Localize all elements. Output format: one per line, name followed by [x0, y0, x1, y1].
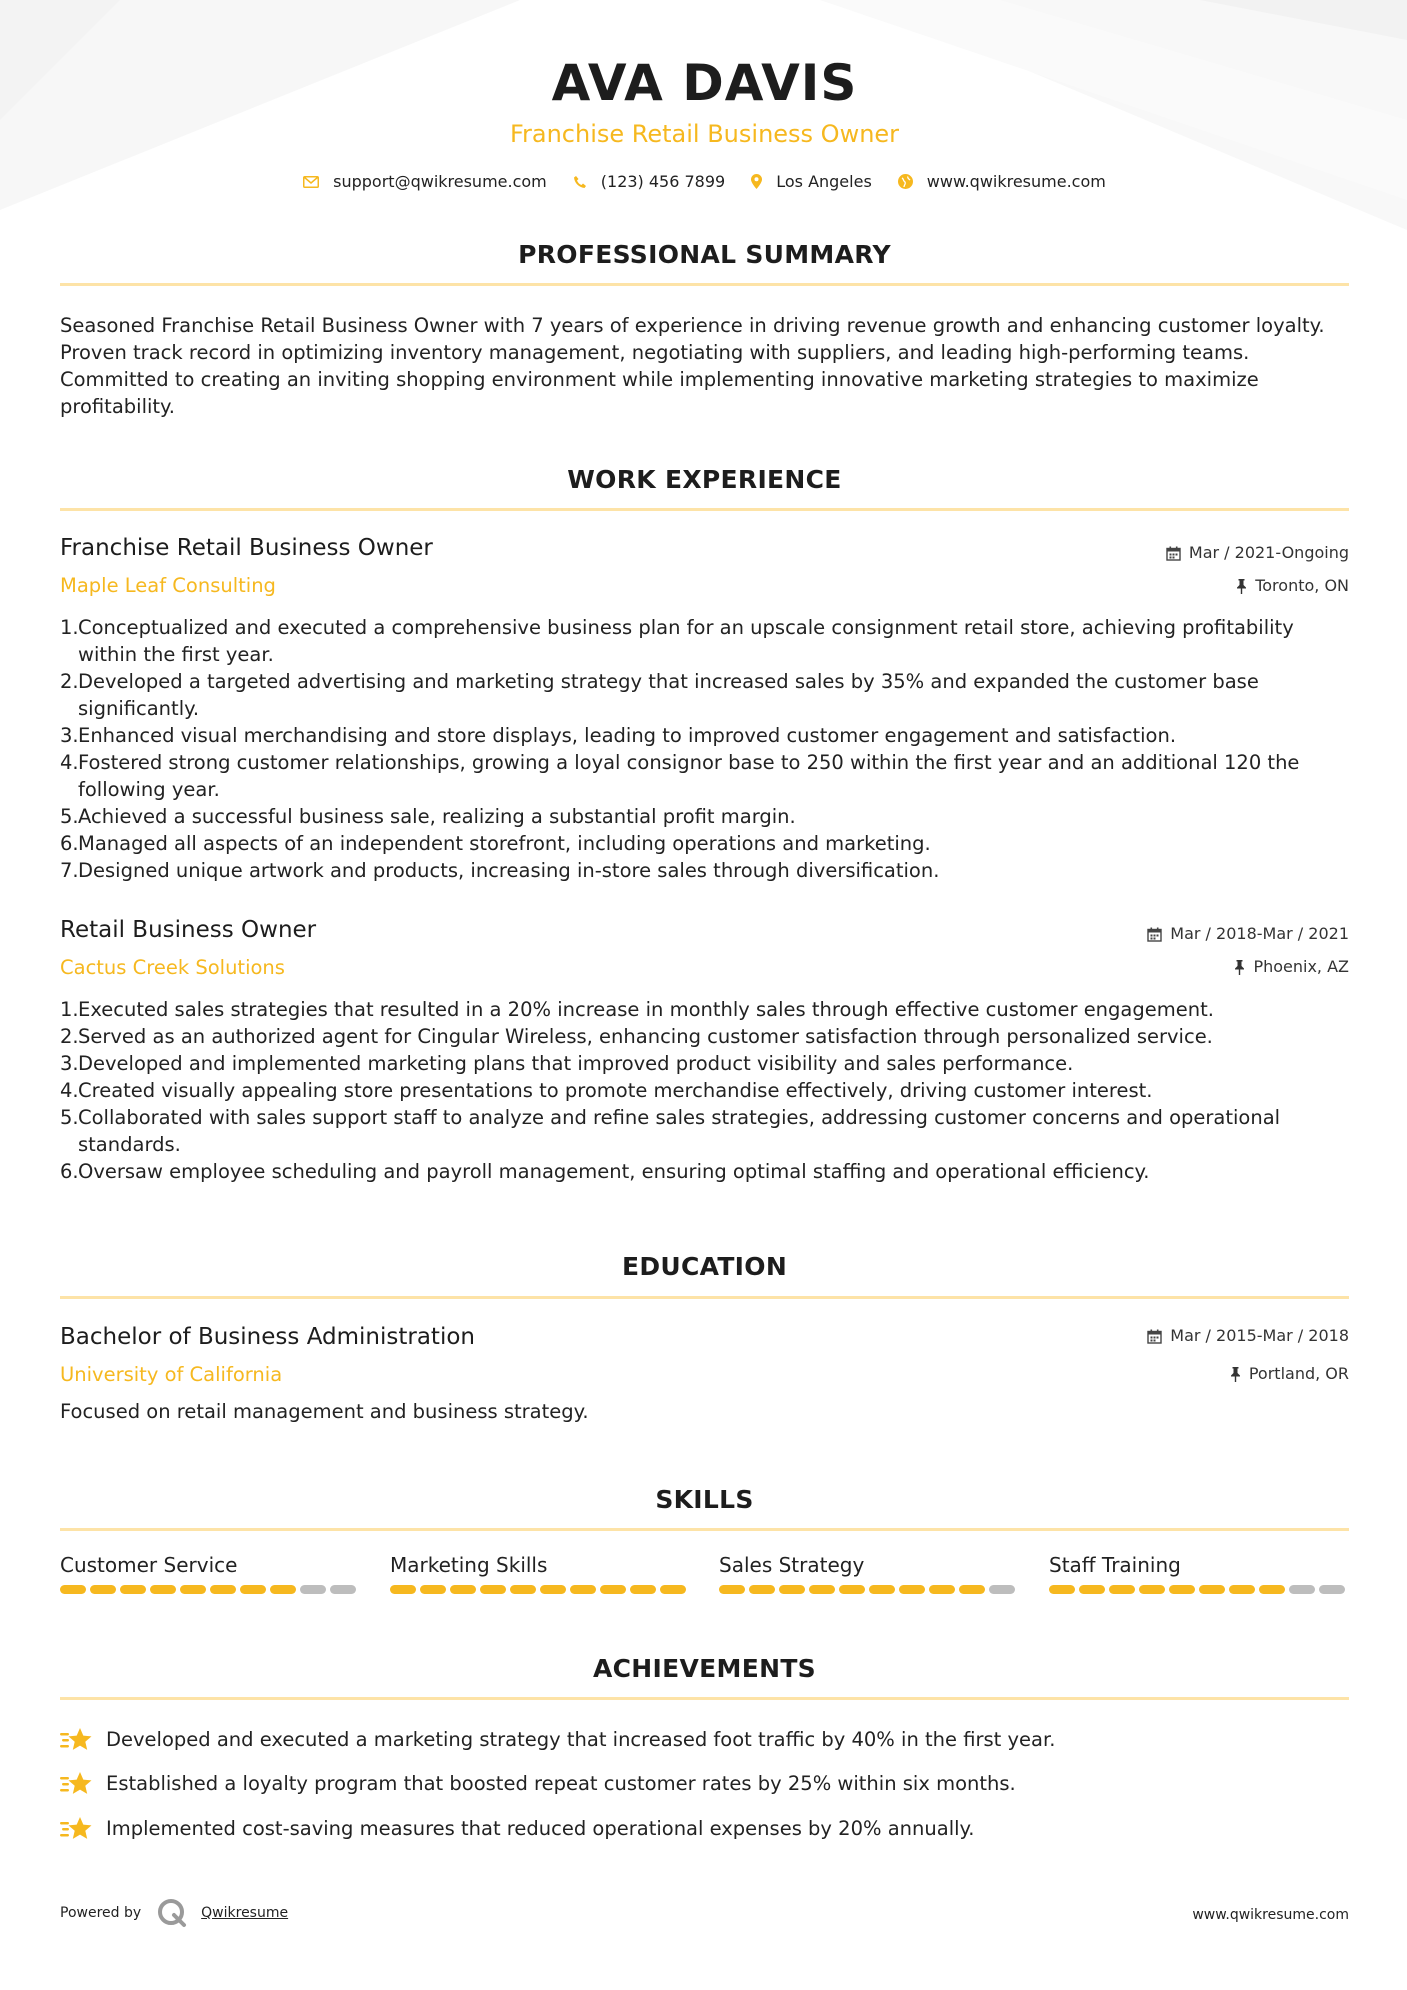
- bullet-text: Designed unique artwork and products, increasing in-store sales through diversification.: [78, 859, 940, 882]
- pushpin-icon: [1234, 960, 1245, 975]
- skill-item: [1049, 1555, 1349, 1594]
- bullet-text: Oversaw employee scheduling and payroll management, ensuring optimal staffing and operational efficiency.: [78, 1160, 1150, 1183]
- shooting-star-icon: [60, 1816, 92, 1842]
- skill-segment-filled: [1199, 1585, 1225, 1594]
- achievement-item: [60, 1771, 1016, 1797]
- bullet-text: Developed a targeted advertising and marketing strategy that increased sales by 35% and expanded the customer base significantly.: [78, 670, 1259, 720]
- skill-segment-filled: [660, 1585, 686, 1594]
- email-text: support@qwikresume.com: [333, 172, 547, 191]
- job-bullets: [60, 996, 1349, 1185]
- contact-website[interactable]: [898, 172, 1106, 191]
- summary-text: Seasoned Franchise Retail Business Owner with 7 years of experience in driving revenue growth and enhancing customer loyalty. Proven track record in optimizing inventory management, negotiating with suppliers, and leading high-performing teams. Committed to creating an inviting shopping environment while implementing innovative marketing strategies to maximize profitability.: [60, 314, 1325, 418]
- summary-heading: PROFESSIONAL SUMMARY: [518, 240, 891, 269]
- skill-segment-filled: [1259, 1585, 1285, 1594]
- bullet-text: Achieved a successful business sale, realizing a substantial profit margin.: [78, 805, 796, 828]
- skill-segment-filled: [1109, 1585, 1135, 1594]
- achievement-text: Implemented cost-saving measures that reduced operational expenses by 20% annually.: [106, 1817, 975, 1841]
- contact-bar: [60, 172, 1349, 191]
- pushpin-icon: [1230, 1367, 1241, 1382]
- list-item: 1. Conceptualized and executed a comprehensive business plan for an upscale consignment retail store, achieving profitability within the first year.: [60, 616, 1294, 666]
- skill-segment-filled: [749, 1585, 775, 1594]
- achievement-item: [60, 1816, 974, 1842]
- skill-segment-filled: [420, 1585, 446, 1594]
- skill-segment-empty: [1319, 1585, 1345, 1594]
- education-heading: EDUCATION: [621, 1252, 788, 1281]
- website-text: www.qwikresume.com: [926, 172, 1106, 191]
- summary-divider: [60, 283, 1349, 286]
- header-background-pattern: [0, 0, 1407, 230]
- list-item: 2. Developed a targeted advertising and marketing strategy that increased sales by 35% and expanded the customer base significantly.: [60, 670, 1259, 720]
- skill-level-bar: [390, 1585, 690, 1594]
- achievements-divider: [60, 1697, 1349, 1700]
- skill-segment-filled: [1169, 1585, 1195, 1594]
- skill-segment-filled: [120, 1585, 146, 1594]
- skill-segment-filled: [809, 1585, 835, 1594]
- bullet-text: Executed sales strategies that resulted in a 20% increase in monthly sales through effective customer engagement.: [78, 998, 1214, 1021]
- achievement-text: Established a loyalty program that boosted repeat customer rates by 25% within six months.: [106, 1772, 1016, 1796]
- skill-segment-empty: [330, 1585, 356, 1594]
- list-item: 5. Achieved a successful business sale, realizing a substantial profit margin.: [60, 805, 796, 828]
- education-date: [1147, 1328, 1349, 1344]
- list-item: 7. Designed unique artwork and products, increasing in-store sales through diversification.: [60, 859, 940, 882]
- skill-item: [719, 1555, 1019, 1594]
- job-title: Franchise Retail Business Owner: [60, 535, 433, 561]
- bullet-text: Collaborated with sales support staff to analyze and refine sales strategies, addressing customer concerns and operational standards.: [78, 1106, 1281, 1156]
- list-item: 2. Served as an authorized agent for Cingular Wireless, enhancing customer satisfaction through personalized service.: [60, 1025, 1213, 1048]
- experience-heading: WORK EXPERIENCE: [567, 465, 842, 494]
- bullet-text: Served as an authorized agent for Cingular Wireless, enhancing customer satisfaction through personalized service.: [78, 1025, 1213, 1048]
- skill-segment-filled: [570, 1585, 596, 1594]
- list-item: 4. Fostered strong customer relationships, growing a loyal consignor base to 250 within the first year and an additional 120 the following year.: [60, 751, 1300, 801]
- powered-by-label: Powered by: [60, 1905, 142, 1921]
- job-location-text: Toronto, ON: [1255, 576, 1349, 595]
- job-date-text: Mar / 2018-Mar / 2021: [1170, 924, 1349, 943]
- phone-text: (123) 456 7899: [600, 172, 726, 191]
- skill-segment-filled: [600, 1585, 626, 1594]
- skill-segment-filled: [180, 1585, 206, 1594]
- achievement-item: [60, 1727, 1055, 1753]
- achievements-heading: ACHIEVEMENTS: [593, 1654, 816, 1683]
- skill-segment-filled: [270, 1585, 296, 1594]
- skill-segment-filled: [899, 1585, 925, 1594]
- skill-segment-filled: [630, 1585, 656, 1594]
- list-item: 4. Created visually appealing store presentations to promote merchandise effectively, driving customer interest.: [60, 1079, 1153, 1102]
- location-text: Los Angeles: [776, 172, 872, 191]
- skill-segment-filled: [60, 1585, 86, 1594]
- skill-segment-filled: [779, 1585, 805, 1594]
- skill-segment-filled: [719, 1585, 745, 1594]
- bullet-text: Enhanced visual merchandising and store displays, leading to improved customer engagement and satisfaction.: [78, 724, 1177, 747]
- skill-segment-filled: [869, 1585, 895, 1594]
- skill-segment-empty: [300, 1585, 326, 1594]
- skill-segment-filled: [839, 1585, 865, 1594]
- shooting-star-icon: [60, 1771, 92, 1797]
- bullet-text: Created visually appealing store presentations to promote merchandise effectively, driving customer interest.: [78, 1079, 1153, 1102]
- skill-segment-filled: [150, 1585, 176, 1594]
- skill-segment-filled: [510, 1585, 536, 1594]
- phone-icon: [573, 175, 587, 189]
- education-location: [1230, 1366, 1349, 1382]
- education-description: Focused on retail management and business strategy.: [60, 1400, 589, 1423]
- globe-icon: [898, 174, 913, 189]
- list-item: 3. Developed and implemented marketing plans that improved product visibility and sales performance.: [60, 1052, 1074, 1075]
- list-item: 1. Executed sales strategies that resulted in a 20% increase in monthly sales through effective customer engagement.: [60, 998, 1214, 1021]
- skill-level-bar: [60, 1585, 360, 1594]
- skill-name: Marketing Skills: [390, 1553, 548, 1577]
- skill-name: Sales Strategy: [719, 1553, 865, 1577]
- calendar-icon: [1166, 546, 1181, 561]
- degree-title: Bachelor of Business Administration: [60, 1324, 475, 1350]
- skill-segment-filled: [90, 1585, 116, 1594]
- skill-segment-filled: [390, 1585, 416, 1594]
- job-date: [1147, 926, 1349, 942]
- skill-item: [60, 1555, 360, 1594]
- footer-powered-by: [60, 1898, 288, 1928]
- education-divider: [60, 1296, 1349, 1299]
- skill-segment-filled: [540, 1585, 566, 1594]
- skill-segment-filled: [1079, 1585, 1105, 1594]
- bullet-text: Conceptualized and executed a comprehensive business plan for an upscale consignment retail store, achieving profitability within the first year.: [78, 616, 1294, 666]
- list-item: 3. Enhanced visual merchandising and store displays, leading to improved customer engagement and satisfaction.: [60, 724, 1177, 747]
- contact-phone[interactable]: [573, 172, 725, 191]
- list-item: 6. Managed all aspects of an independent storefront, including operations and marketing.: [60, 832, 931, 855]
- skill-segment-filled: [450, 1585, 476, 1594]
- bullet-text: Developed and implemented marketing plans that improved product visibility and sales performance.: [78, 1052, 1074, 1075]
- job-date: [1166, 545, 1349, 561]
- job-bullets: [60, 614, 1349, 884]
- job-location: [1236, 578, 1349, 594]
- job-company: Cactus Creek Solutions: [60, 956, 285, 979]
- email-icon: [303, 176, 319, 188]
- skill-segment-filled: [929, 1585, 955, 1594]
- skill-segment-empty: [989, 1585, 1015, 1594]
- contact-email[interactable]: [303, 172, 547, 191]
- candidate-name: AVA DAVIS: [551, 54, 858, 112]
- qwikresume-link[interactable]: Qwikresume: [201, 1905, 289, 1921]
- list-item: 5. Collaborated with sales support staff to analyze and refine sales strategies, addressing customer concerns and operational standards.: [60, 1106, 1281, 1156]
- skill-segment-filled: [1229, 1585, 1255, 1594]
- job-location-text: Phoenix, AZ: [1253, 957, 1349, 976]
- pushpin-icon: [1236, 579, 1247, 594]
- skill-segment-filled: [959, 1585, 985, 1594]
- skill-segment-filled: [480, 1585, 506, 1594]
- skills-heading: SKILLS: [655, 1485, 754, 1514]
- footer-website[interactable]: www.qwikresume.com: [1192, 1907, 1349, 1923]
- skill-segment-empty: [1289, 1585, 1315, 1594]
- achievement-text: Developed and executed a marketing strategy that increased foot traffic by 40% in the first year.: [106, 1728, 1056, 1752]
- experience-divider: [60, 508, 1349, 511]
- list-item: 6. Oversaw employee scheduling and payroll management, ensuring optimal staffing and operational efficiency.: [60, 1160, 1150, 1183]
- skill-segment-filled: [240, 1585, 266, 1594]
- contact-location: [751, 172, 872, 191]
- bullet-text: Fostered strong customer relationships, growing a loyal consignor base to 250 within the first year and an additional 120 the following year.: [78, 751, 1300, 801]
- education-location-text: Portland, OR: [1248, 1364, 1349, 1383]
- school-name: University of California: [60, 1363, 283, 1386]
- job-location: [1234, 959, 1349, 975]
- skill-level-bar: [1049, 1585, 1349, 1594]
- skill-name: Staff Training: [1049, 1553, 1181, 1577]
- skills-divider: [60, 1528, 1349, 1531]
- skill-segment-filled: [1139, 1585, 1165, 1594]
- skill-segment-filled: [210, 1585, 236, 1594]
- job-date-text: Mar / 2021-Ongoing: [1188, 543, 1349, 562]
- candidate-role: Franchise Retail Business Owner: [509, 120, 900, 148]
- skill-item: [390, 1555, 690, 1594]
- job-company: Maple Leaf Consulting: [60, 574, 276, 597]
- calendar-icon: [1147, 1329, 1162, 1344]
- skill-segment-filled: [1049, 1585, 1075, 1594]
- map-pin-icon: [751, 174, 762, 189]
- shooting-star-icon: [60, 1727, 92, 1753]
- bullet-text: Managed all aspects of an independent storefront, including operations and marketing.: [78, 832, 931, 855]
- skill-level-bar: [719, 1585, 1019, 1594]
- calendar-icon: [1147, 927, 1162, 942]
- job-title: Retail Business Owner: [60, 917, 317, 943]
- qwikresume-logo-icon: [157, 1898, 187, 1928]
- education-date-text: Mar / 2015-Mar / 2018: [1170, 1326, 1349, 1345]
- skill-name: Customer Service: [60, 1553, 238, 1577]
